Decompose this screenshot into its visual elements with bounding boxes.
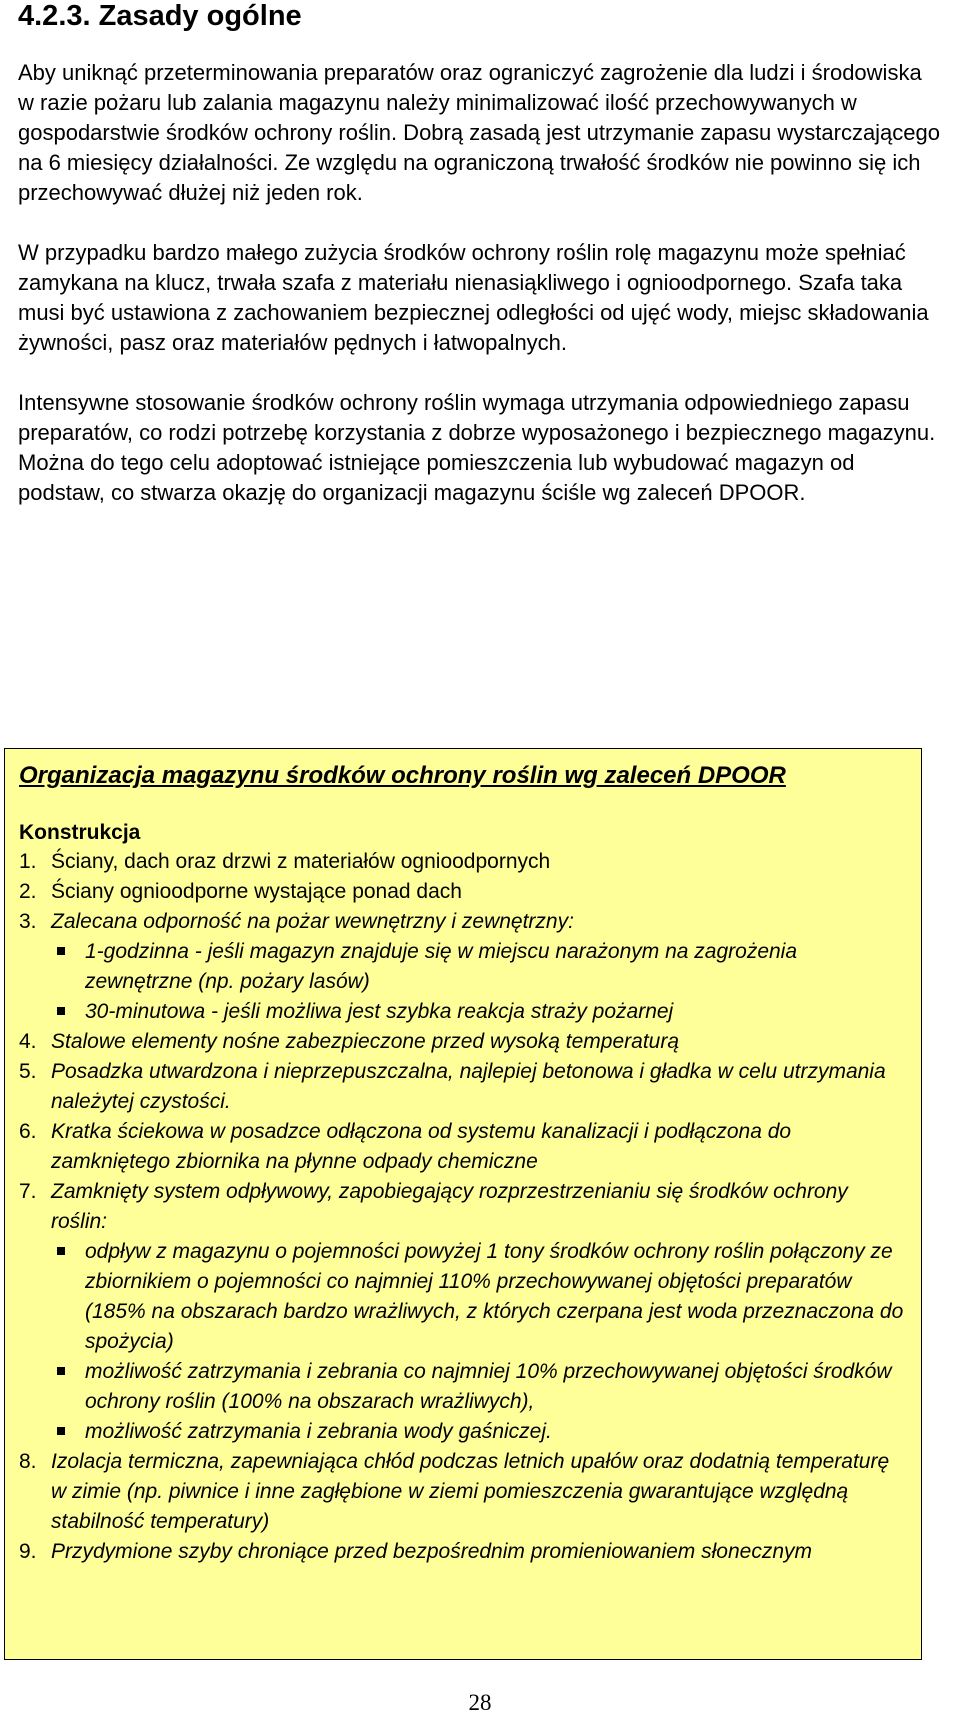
list-item-text: Ściany ognioodporne wystające ponad dach	[51, 880, 462, 903]
bullet-list	[19, 937, 907, 1027]
list-item	[19, 847, 907, 877]
list-item-number: 2.	[19, 880, 37, 903]
list-item	[19, 1177, 907, 1237]
bullet-text: odpływ z magazynu o pojemności powyżej 1 tony środków ochrony roślin połączony ze zbiornikiem o pojemności co najmniej 110% przechowywanej objętości preparatów (185% na obszarach bardzo wrażliwych, z których czerpana jest woda przeznaczona do spożycia)	[85, 1240, 904, 1353]
square-bullet-icon	[57, 947, 65, 955]
list-item-text: Zalecana odporność na pożar wewnętrzny i zewnętrzny:	[51, 910, 574, 933]
list-item-number: 3.	[19, 910, 37, 933]
list-item-number: 6.	[19, 1120, 37, 1143]
section-heading: 4.2.3. Zasady ogólne	[18, 0, 302, 32]
list-item	[19, 877, 907, 907]
box-title: Organizacja magazynu środków ochrony roślin wg zaleceń DPOOR	[19, 762, 786, 789]
list-item-text: Izolacja termiczna, zapewniająca chłód podczas letnich upałów oraz dodatnią temperaturę w zimie (np. piwnice i inne zagłębione w ziemi pomieszczenia gwarantujące względną stabilność temperatury)	[51, 1450, 890, 1533]
bullet-item	[19, 1417, 907, 1447]
list-item-text: Zamknięty system odpływowy, zapobiegający rozprzestrzenianiu się środków ochrony roślin:	[51, 1180, 848, 1233]
square-bullet-icon	[57, 1427, 65, 1435]
list-item	[19, 1027, 907, 1057]
bullet-text: możliwość zatrzymania i zebrania wody gaśniczej.	[85, 1420, 552, 1443]
list-item-number: 1.	[19, 850, 37, 873]
bullet-item	[19, 997, 907, 1027]
bullet-item	[19, 1357, 907, 1417]
bullet-text: możliwość zatrzymania i zebrania co najmniej 10% przechowywanej objętości środków ochrony roślin (100% na obszarach wrażliwych),	[85, 1360, 892, 1413]
list-item-text: Kratka ściekowa w posadzce odłączona od systemu kanalizacji i podłączona do zamkniętego zbiornika na płynne odpady chemiczne	[51, 1120, 792, 1173]
list-item-number: 9.	[19, 1540, 37, 1563]
paragraph-3: Intensywne stosowanie środków ochrony roślin wymaga utrzymania odpowiedniego zapasu preparatów, co rodzi potrzebę korzystania z dobrze wyposażonego i bezpiecznego magazynu. Można do tego celu adoptować istniejące pomieszczenia lub wybudować magazyn od podstaw, co stwarza okazję do organizacji magazynu ściśle wg zaleceń DPOOR.	[18, 390, 936, 505]
square-bullet-icon	[57, 1367, 65, 1375]
bullet-text: 1-godzinna - jeśli magazyn znajduje się w miejscu narażonym na zagrożenia zewnętrzne (np. pożary lasów)	[85, 940, 798, 993]
bullet-item	[19, 937, 907, 997]
dpoor-recommendations-box	[4, 748, 922, 1660]
square-bullet-icon	[57, 1247, 65, 1255]
square-bullet-icon	[57, 1007, 65, 1015]
list-item-number: 4.	[19, 1030, 37, 1053]
list-item	[19, 1057, 907, 1117]
list-item	[19, 1447, 907, 1537]
paragraph-1: Aby uniknąć przeterminowania preparatów oraz ograniczyć zagrożenie dla ludzi i środowiska w razie pożaru lub zalania magazynu należy minimalizować ilość przechowywanych w gospodarstwie środków ochrony roślin. Dobrą zasadą jest utrzymanie zapasu wystarczającego na 6 miesięcy działalności. Ze względu na ograniczoną trwałość środków nie powinno się ich przechowywać dłużej niż jeden rok.	[18, 60, 941, 205]
list-item	[19, 1117, 907, 1177]
list-item	[19, 1537, 907, 1567]
list-item-number: 7.	[19, 1180, 37, 1203]
list-item-text: Ściany, dach oraz drzwi z materiałów ognioodpornych	[51, 850, 551, 873]
box-subtitle: Konstrukcja	[19, 821, 141, 844]
list-item-number: 5.	[19, 1060, 37, 1083]
document-page	[18, 0, 943, 508]
bullet-text: 30-minutowa - jeśli możliwa jest szybka reakcja straży pożarnej	[85, 1000, 674, 1023]
paragraph-2: W przypadku bardzo małego zużycia środków ochrony roślin rolę magazynu może spełniać zamykana na klucz, trwała szafa z materiału nienasiąkliwego i ognioodpornego. Szafa taka musi być ustawiona z zachowaniem bezpiecznej odległości od ujęć wody, miejsc składowania żywności, pasz oraz materiałów pędnych i łatwopalnych.	[18, 240, 929, 355]
list-item-text: Stalowe elementy nośne zabezpieczone przed wysoką temperaturą	[51, 1030, 680, 1053]
list-item-number: 8.	[19, 1450, 37, 1473]
bullet-item	[19, 1237, 907, 1357]
list-item	[19, 907, 907, 937]
list-item-text: Przydymione szyby chroniące przed bezpośrednim promieniowaniem słonecznym	[51, 1540, 813, 1563]
recommendation-list	[19, 847, 907, 1567]
list-item-text: Posadzka utwardzona i nieprzepuszczalna, najlepiej betonowa i gładka w celu utrzymania należytej czystości.	[51, 1060, 886, 1113]
page-number: 28	[468, 1690, 492, 1715]
bullet-list	[19, 1237, 907, 1447]
